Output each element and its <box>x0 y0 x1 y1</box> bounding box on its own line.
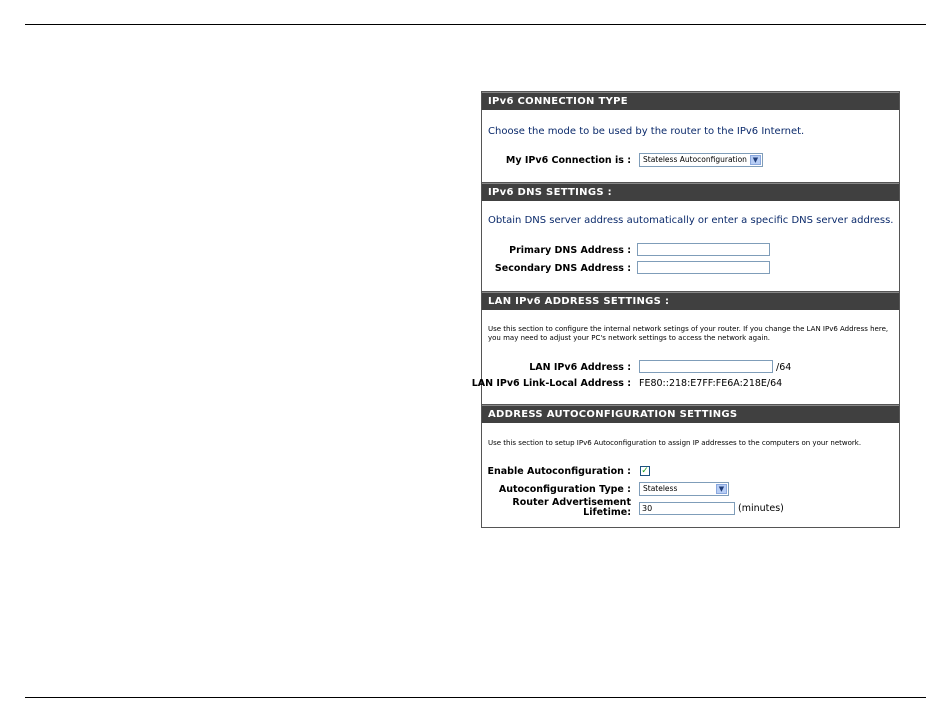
lifetime-input[interactable] <box>639 502 735 515</box>
lan-ipv6-address-input[interactable] <box>639 360 773 373</box>
connection-type-header: IPv6 CONNECTION TYPE <box>482 92 899 110</box>
enable-autoconfig-label: Enable Autoconfiguration : <box>487 466 631 477</box>
connection-type-intro: Choose the mode to be used by the router to the IPv6 Internet. <box>488 126 805 137</box>
dns-settings-section <box>482 201 899 292</box>
chevron-down-icon[interactable]: ▼ <box>750 155 761 165</box>
lifetime-label-line1: Router Advertisement <box>512 497 631 508</box>
prefix-length-suffix: /64 <box>776 362 792 373</box>
link-local-address-label: LAN IPv6 Link-Local Address : <box>471 378 631 389</box>
bottom-divider <box>25 697 926 698</box>
ipv6-settings-panel <box>471 91 900 528</box>
autoconfig-settings-header: ADDRESS AUTOCONFIGURATION SETTINGS <box>482 405 899 423</box>
connection-type-select[interactable] <box>639 153 763 167</box>
autoconfig-settings-section <box>482 423 899 523</box>
autoconfig-type-label: Autoconfiguration Type : <box>498 484 631 495</box>
autoconfig-type-select[interactable] <box>639 482 729 496</box>
lan-settings-header: LAN IPv6 ADDRESS SETTINGS : <box>482 292 899 310</box>
connection-type-section <box>482 110 899 183</box>
primary-dns-input[interactable] <box>637 243 770 256</box>
link-local-address-value: FE80::218:E7FF:FE6A:218E/64 <box>639 378 783 389</box>
top-divider <box>25 24 926 25</box>
router-advertisement-lifetime-label <box>512 498 631 518</box>
connection-type-selected: Stateless Autoconfiguration <box>643 155 747 164</box>
lifetime-unit: (minutes) <box>738 503 784 514</box>
secondary-dns-input[interactable] <box>637 261 770 274</box>
my-connection-label: My IPv6 Connection is : <box>505 155 631 166</box>
autoconfig-intro: Use this section to setup IPv6 Autoconfiguration to assign IP addresses to the computers on your network. <box>488 439 862 447</box>
lifetime-label-line2: Lifetime: <box>583 507 631 518</box>
lan-ipv6-address-label: LAN IPv6 Address : <box>529 362 631 373</box>
chevron-down-icon[interactable]: ▼ <box>716 484 727 494</box>
dns-settings-header: IPv6 DNS SETTINGS : <box>482 183 899 201</box>
autoconfig-type-selected: Stateless <box>643 484 678 493</box>
lan-settings-section <box>471 310 899 405</box>
lan-settings-intro: Use this section to configure the internal network setings of your router. If you change the LAN IPv6 Address here, you may need to adjust your PC's network settings to access the network again. <box>488 325 889 342</box>
secondary-dns-label: Secondary DNS Address : <box>494 263 631 274</box>
dns-settings-intro: Obtain DNS server address automatically or enter a specific DNS server address. <box>488 215 894 226</box>
primary-dns-label: Primary DNS Address : <box>509 245 631 256</box>
checkmark-icon: ✓ <box>641 466 649 476</box>
enable-autoconfig-checkbox[interactable] <box>640 466 650 476</box>
